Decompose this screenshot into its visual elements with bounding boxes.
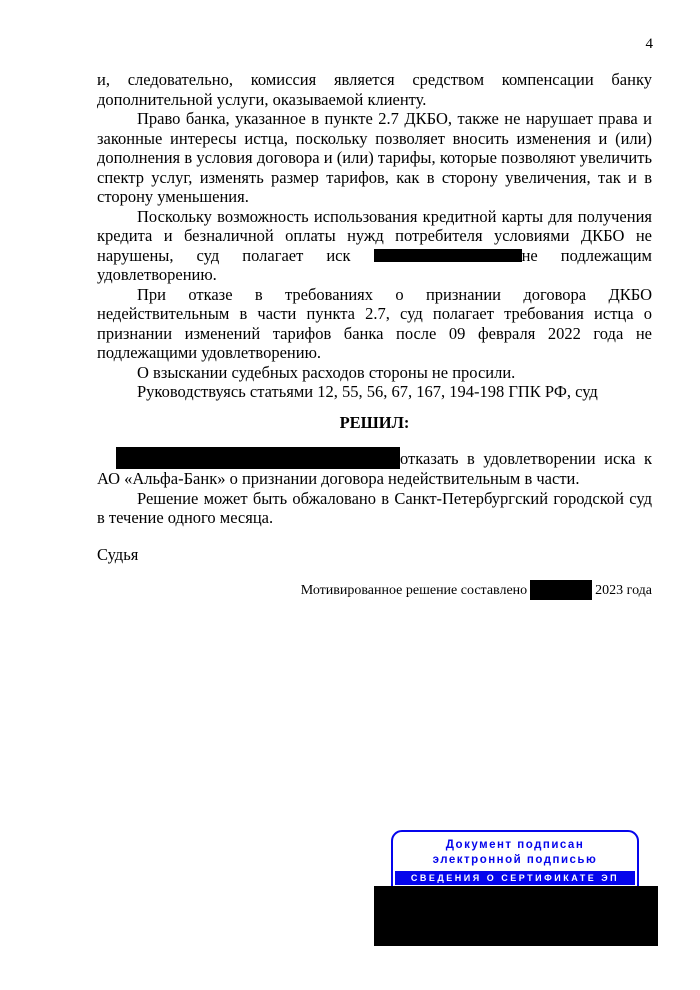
motivated-text-after: 2023 года	[595, 582, 652, 598]
paragraph-credit-card	[97, 207, 652, 285]
text-after-redaction: не подлежащим удовлетворению.	[97, 245, 653, 284]
stamp-title	[393, 838, 637, 868]
body-text	[97, 70, 652, 600]
paragraph-court-costs: О взыскании судебных расходов стороны не просили.	[137, 362, 516, 382]
paragraph-appeal: Решение может быть обжаловано в Санкт-Петербургский городской суд в течение одного месяца.	[97, 488, 652, 527]
stamp-title-line-2: электронной подписью	[432, 854, 598, 866]
paragraph-dkbo-refusal: При отказе в требованиях о признании договора ДКБО недействительным в части пункта 2.7, суд полагает требования истца о признании изменений тарифов банка после 09 февраля 2022 года не подлежащими удовлетворению.	[97, 284, 652, 362]
redaction-block-bottom	[374, 886, 658, 946]
paragraph-resolution	[97, 447, 652, 489]
paragraph-guided-by-articles: Руководствуясь статьями 12, 55, 56, 67, 167, 194-198 ГПК РФ, суд	[137, 382, 598, 401]
resolution-heading: РЕШИЛ:	[339, 412, 410, 432]
text-before-redaction: Поскольку возможность использования кредитной карты для получения кредита и безналичной оплаты нужд потребителя условиями ДКБО не нарушены, суд полагает иск	[97, 206, 652, 265]
redaction-box	[530, 580, 592, 600]
redaction-box	[116, 447, 400, 469]
page-number: 4	[645, 36, 653, 52]
motivated-decision-line	[97, 580, 652, 600]
redaction-box	[374, 249, 522, 262]
motivated-text-before: Мотивированное решение составлено	[300, 582, 528, 598]
stamp-title-line-1: Документ подписан	[445, 839, 585, 851]
resolution-text: отказать в удовлетворении иска к АО «Альфа-Банк» о признании договора недействительным в части.	[97, 449, 652, 488]
paragraph-bank-right: Право банка, указанное в пункте 2.7 ДКБО, также не нарушает права и законные интересы истца, поскольку позволяет вносить изменения и (или) дополнения в условия договора и (или) тарифы, которые позволяют увеличить спектр услуг, изменять размер тарифов, как в сторону увеличения, так и в сторону уменьшения.	[97, 109, 652, 206]
judge-label: Судья	[97, 544, 139, 564]
paragraph-commission-conclusion: и, следовательно, комиссия является средством компенсации банку дополнительной услуги, оказываемой клиенту.	[97, 70, 652, 109]
certificate-info-bar[interactable]: СВЕДЕНИЯ О СЕРТИФИКАТЕ ЭП	[395, 871, 635, 885]
